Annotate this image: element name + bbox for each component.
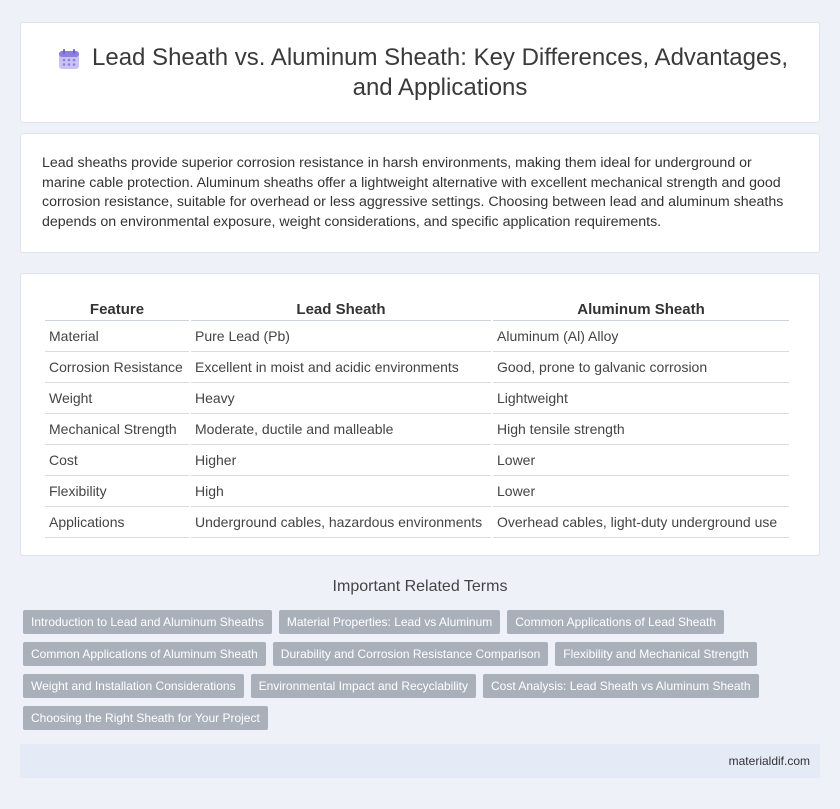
table-cell: High — [191, 476, 491, 507]
table-cell: Lower — [493, 476, 789, 507]
footer — [20, 744, 820, 778]
intro-paragraph: Lead sheaths provide superior corrosion resistance in harsh environments, making them ideal for underground or marine cable protection. Aluminum sheaths offer a lightweight alternative with excellent mechanical strength and good corrosion resistance, suitable for overhead or less aggressive settings. Choosing between lead and aluminum sheaths depends on environmental exposure, weight considerations, and specific application requirements. — [42, 155, 784, 230]
comparison-card — [20, 273, 820, 556]
column-header-lead: Lead Sheath — [191, 296, 491, 321]
table-cell: Flexibility — [45, 476, 189, 507]
table-cell: Lower — [493, 445, 789, 476]
table-cell: Good, prone to galvanic corrosion — [493, 352, 789, 383]
table-cell: Material — [45, 321, 189, 352]
table-row — [45, 414, 789, 445]
intro-card — [20, 133, 820, 253]
table-header-row — [45, 296, 789, 321]
table-row — [45, 507, 789, 538]
table-row — [45, 321, 789, 352]
related-term-link[interactable]: Durability and Corrosion Resistance Comparison — [273, 642, 548, 666]
related-terms-heading: Important Related Terms — [332, 578, 508, 595]
table-cell: Moderate, ductile and malleable — [191, 414, 491, 445]
table-row — [45, 383, 789, 414]
table-cell: Excellent in moist and acidic environments — [191, 352, 491, 383]
table-cell: Higher — [191, 445, 491, 476]
table-cell: Applications — [45, 507, 189, 538]
table-cell: Corrosion Resistance — [45, 352, 189, 383]
related-term-link[interactable]: Weight and Installation Considerations — [23, 674, 244, 698]
table-cell: Underground cables, hazardous environments — [191, 507, 491, 538]
footer-site-link[interactable]: materialdif.com — [728, 754, 810, 768]
related-term-link[interactable]: Choosing the Right Sheath for Your Project — [23, 706, 268, 730]
table-cell: Overhead cables, light-duty underground use — [493, 507, 789, 538]
page-title: Lead Sheath vs. Aluminum Sheath: Key Differences, Advantages, and Applications — [92, 44, 788, 101]
related-term-link[interactable]: Introduction to Lead and Aluminum Sheaths — [23, 610, 272, 634]
table-cell: Weight — [45, 383, 189, 414]
related-term-link[interactable]: Environmental Impact and Recyclability — [251, 674, 476, 698]
comparison-table — [43, 296, 791, 538]
table-row — [45, 352, 789, 383]
table-row — [45, 476, 789, 507]
title-card — [20, 22, 820, 123]
table-cell: High tensile strength — [493, 414, 789, 445]
table-cell: Mechanical Strength — [45, 414, 189, 445]
table-cell: Cost — [45, 445, 189, 476]
table-row — [45, 445, 789, 476]
table-cell: Heavy — [191, 383, 491, 414]
table-cell: Lightweight — [493, 383, 789, 414]
related-terms-list — [23, 610, 783, 730]
column-header-aluminum: Aluminum Sheath — [493, 296, 789, 321]
related-term-link[interactable]: Cost Analysis: Lead Sheath vs Aluminum Sheath — [483, 674, 758, 698]
related-term-link[interactable]: Common Applications of Lead Sheath — [507, 610, 724, 634]
column-header-feature: Feature — [45, 296, 189, 321]
table-cell: Pure Lead (Pb) — [191, 321, 491, 352]
table-cell: Aluminum (Al) Alloy — [493, 321, 789, 352]
related-term-link[interactable]: Flexibility and Mechanical Strength — [555, 642, 756, 666]
related-term-link[interactable]: Material Properties: Lead vs Aluminum — [279, 610, 500, 634]
related-term-link[interactable]: Common Applications of Aluminum Sheath — [23, 642, 266, 666]
